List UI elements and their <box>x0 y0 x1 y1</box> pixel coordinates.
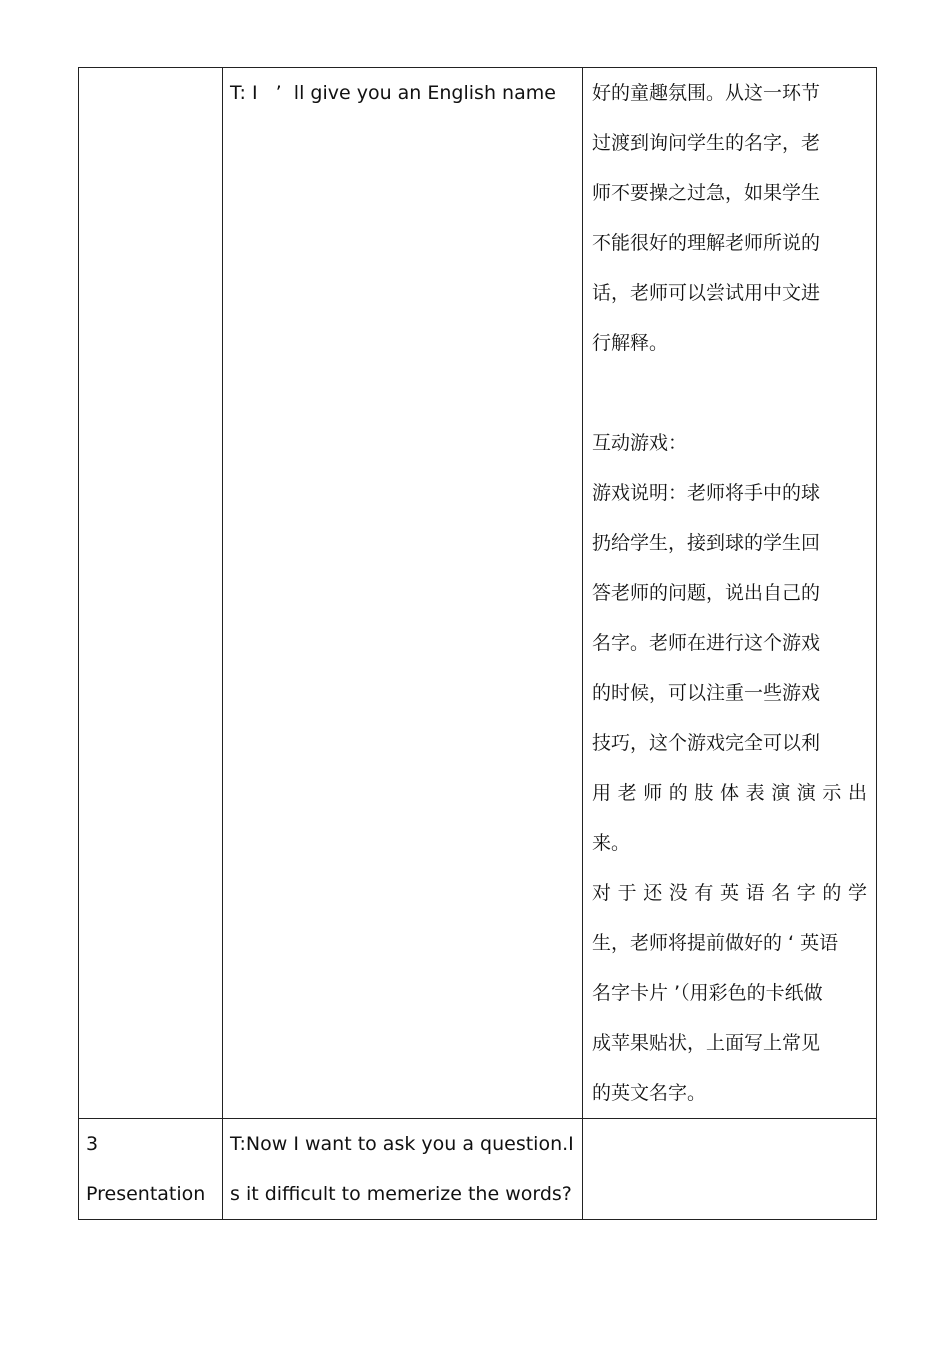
note-line: 扔给学生，接到球的学生回 <box>592 532 821 554</box>
note-line: 对于还没有英语名字的学 <box>592 882 874 904</box>
note-line: 的时候，可以注重一些游戏 <box>592 682 821 704</box>
note-line: 过渡到询问学生的名字，老 <box>592 132 821 154</box>
stage-name: Presentation <box>86 1183 206 1205</box>
note-line: 不能很好的理解老师所说的 <box>592 232 821 254</box>
table-row <box>79 68 877 1119</box>
note-line: 生，老师将提前做好的 ‘ 英语 <box>592 932 839 954</box>
note-line: 用老师的肢体表演演示出 <box>592 782 874 804</box>
note-heading: 互动游戏： <box>592 432 688 454</box>
dialogue-text: T:Now I want to ask you a question.Is it difficult to memerize the words? <box>230 1133 574 1205</box>
note-line: 好的童趣氛围。从这一环节 <box>592 82 821 104</box>
notes-text <box>583 68 876 1118</box>
note-line: 成苹果贴状，上面写上常见 <box>592 1032 821 1054</box>
note-line: 名字。老师在进行这个游戏 <box>592 632 821 654</box>
dialogue-cell <box>223 68 583 1119</box>
paragraph-gap <box>592 368 870 418</box>
dialogue-text: T: I ’ ll give you an English name <box>230 82 556 104</box>
note-line: 话，老师可以尝试用中文进 <box>592 282 821 304</box>
notes-cell <box>583 1119 877 1220</box>
note-line: 的英文名字。 <box>592 1082 707 1104</box>
notes-cell <box>583 68 877 1119</box>
stage-cell <box>79 68 223 1119</box>
note-line: 名字卡片 ’（用彩色的卡纸做 <box>592 982 823 1004</box>
table-row <box>79 1119 877 1220</box>
note-line: 行解释。 <box>592 332 669 354</box>
stage-cell <box>79 1119 223 1220</box>
dialogue-cell <box>223 1119 583 1220</box>
note-line: 师不要操之过急，如果学生 <box>592 182 821 204</box>
note-line: 来。 <box>592 832 631 854</box>
note-line: 游戏说明：老师将手中的球 <box>592 482 821 504</box>
lesson-plan-table <box>78 67 877 1220</box>
note-line: 技巧，这个游戏完全可以利 <box>592 732 821 754</box>
stage-number: 3 <box>86 1133 99 1155</box>
note-line: 答老师的问题，说出自己的 <box>592 582 821 604</box>
